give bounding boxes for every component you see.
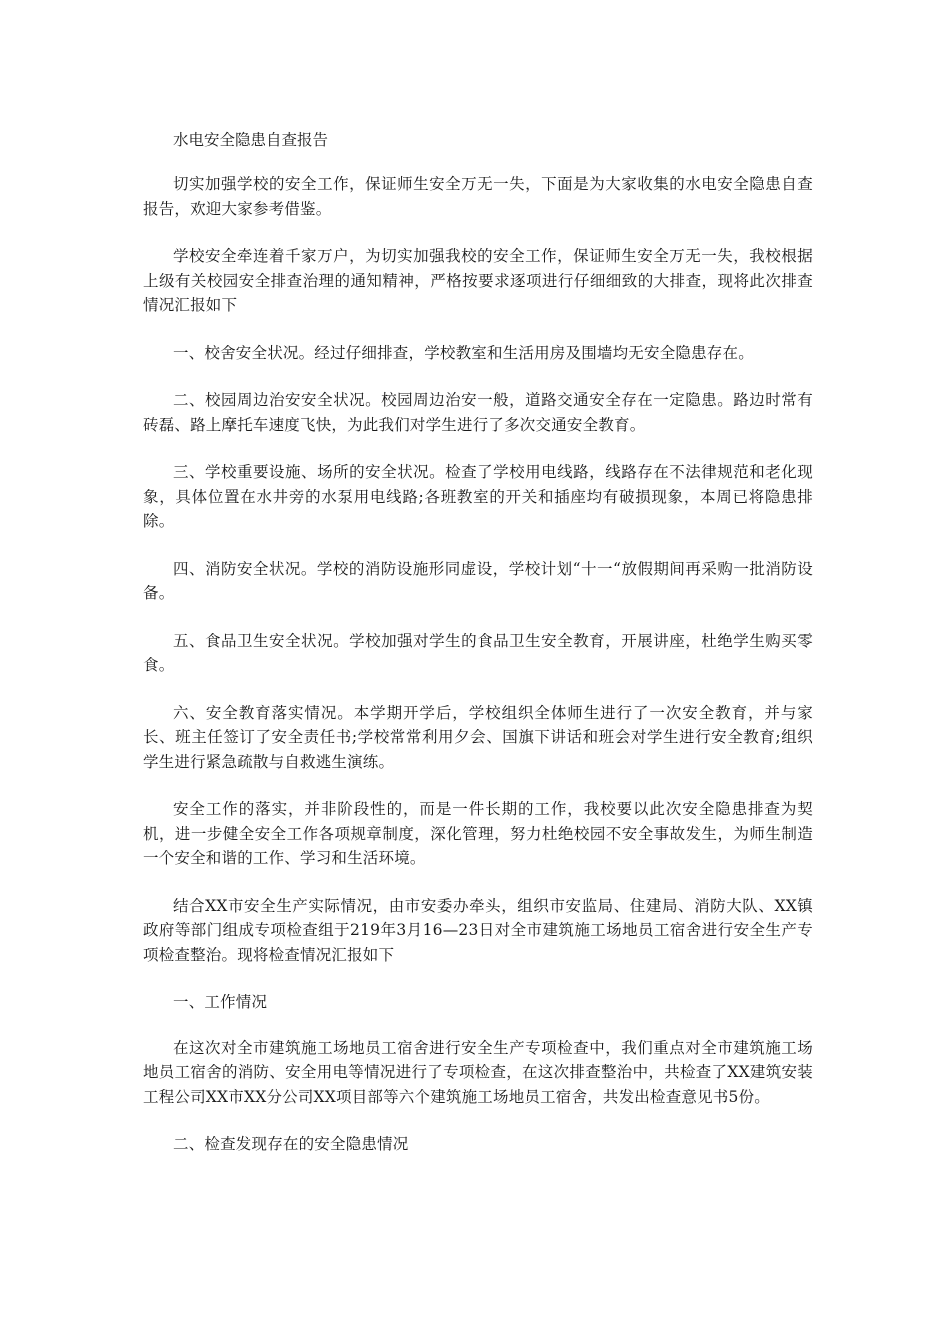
document-page [143,128,813,1178]
intro-paragraph: 切实加强学校的安全工作，保证师生安全万无一失，下面是为大家收集的水电安全隐患自查报告，欢迎大家参考借鉴。 [143,175,813,218]
body-paragraph: 学校安全牵连着千家万户，为切实加强我校的安全工作，保证师生安全万无一失，我校根据上级有关校园安全排查治理的通知精神，严格按要求逐项进行仔细细致的大排查，现将此次排查情况汇报如下 [143,247,813,314]
work-situation-paragraph: 在这次对全市建筑施工场地员工宿舍进行安全生产专项检查中，我们重点对全市建筑施工场地员工宿舍的消防、安全用电等情况进行了专项检查，在这次排查整治中，共检查了XX建筑安装工程公司XX市XX分公司XX项目部等六个建筑施工场地员工宿舍，共发出检查意见书5份。 [143,1038,813,1106]
section-food-hygiene: 五、食品卫生安全状况。学校加强对学生的食品卫生安全教育，开展讲座，杜绝学生购买零食。 [143,631,813,674]
section-heading-work: 一、工作情况 [173,993,268,1011]
city-inspection-paragraph: 结合XX市安全生产实际情况，由市安委办牵头，组织市安监局、住建局、消防大队、XX镇政府等部门组成专项检查组于219年3月16—23日对全市建筑施工场地员工宿舍进行安全生产专项检查整治。现将检查情况汇报如下 [143,896,813,964]
section-heading-hazards: 二、检查发现存在的安全隐患情况 [173,1135,409,1153]
section-facilities: 三、学校重要设施、场所的安全状况。检查了学校用电线路，线路存在不法律规范和老化现象，具体位置在水井旁的水泵用电线路;各班教室的开关和插座均有破损现象，本周已将隐患排除。 [143,463,813,530]
section-fire-safety: 四、消防安全状况。学校的消防设施形同虚设，学校计划“十一“放假期间再采购一批消防设备。 [143,559,813,602]
conclusion-paragraph: 安全工作的落实，并非阶段性的，而是一件长期的工作，我校要以此次安全隐患排查为契机，进一步健全安全工作各项规章制度，深化管理，努力杜绝校园不安全事故发生，为师生制造一个安全和谐的工作、学习和生活环境。 [143,800,813,867]
section-campus-surroundings: 二、校园周边治安安全状况。校园周边治安一般，道路交通安全存在一定隐患。路边时常有砖磊、路上摩托车速度飞快，为此我们对学生进行了多次交通安全教育。 [143,391,813,434]
document-title: 水电安全隐患自查报告 [173,131,329,149]
section-safety-education: 六、安全教育落实情况。本学期开学后，学校组织全体师生进行了一次安全教育，并与家长、班主任签订了安全责任书;学校常常利用夕会、国旗下讲话和班会对学生进行安全教育;组织学生进行紧急疏散与自救逃生演练。 [143,703,813,771]
section-school-buildings: 一、校舍安全状况。经过仔细排查，学校教室和生活用房及围墙均无安全隐患存在。 [173,343,754,362]
